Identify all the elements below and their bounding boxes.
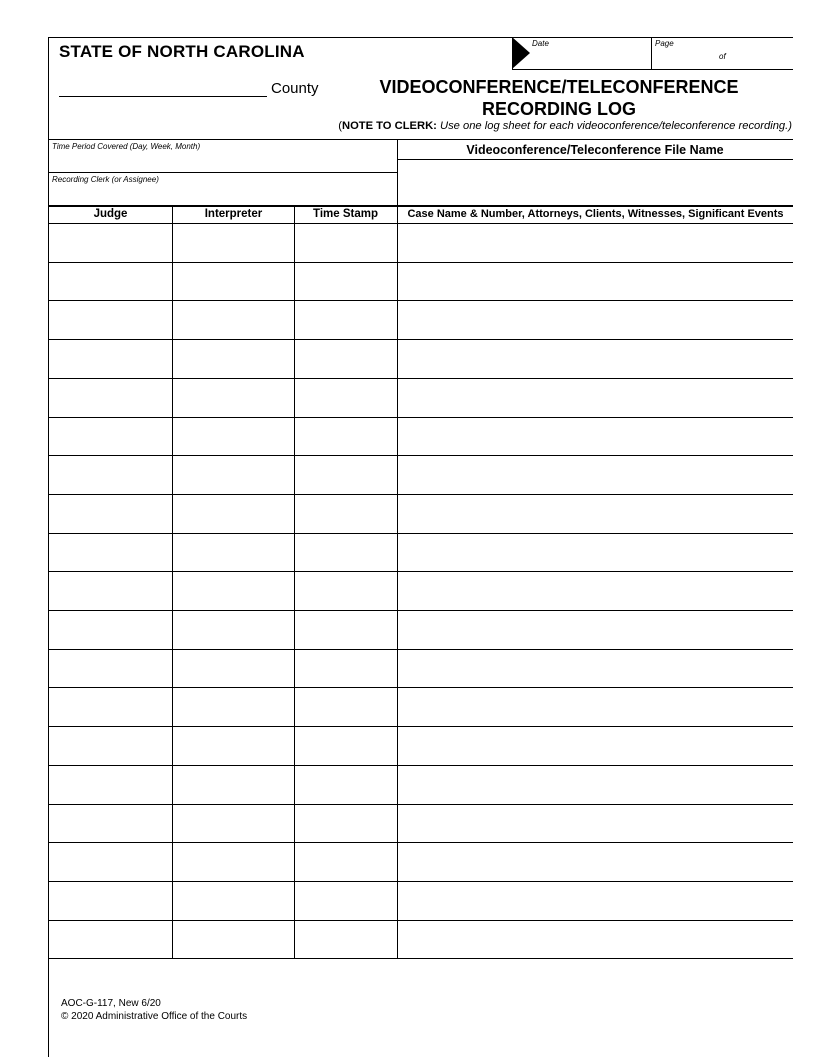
- cell-judge[interactable]: [49, 921, 171, 959]
- cell-time-stamp[interactable]: [295, 534, 396, 572]
- cell-time-stamp[interactable]: [295, 611, 396, 649]
- cell-case-details[interactable]: [398, 263, 792, 301]
- date-box-left: [512, 37, 513, 70]
- column-divider: [397, 205, 398, 959]
- time-period-field[interactable]: [52, 152, 394, 172]
- cell-case-details[interactable]: [398, 224, 792, 262]
- clerk-note-text: Use one log sheet for each videoconference/teleconference recording.): [436, 120, 792, 132]
- cell-interpreter[interactable]: [173, 611, 293, 649]
- of-label: of: [719, 52, 726, 61]
- cell-case-details[interactable]: [398, 611, 792, 649]
- cell-time-stamp[interactable]: [295, 340, 396, 378]
- cell-judge[interactable]: [49, 224, 171, 262]
- cell-time-stamp[interactable]: [295, 572, 396, 610]
- cell-case-details[interactable]: [398, 843, 792, 881]
- date-field[interactable]: [532, 48, 648, 68]
- cell-interpreter[interactable]: [173, 688, 293, 726]
- cell-interpreter[interactable]: [173, 263, 293, 301]
- cell-time-stamp[interactable]: [295, 301, 396, 339]
- cell-judge[interactable]: [49, 805, 171, 843]
- cell-interpreter[interactable]: [173, 805, 293, 843]
- cell-interpreter[interactable]: [173, 882, 293, 920]
- cell-time-stamp[interactable]: [295, 224, 396, 262]
- cell-time-stamp[interactable]: [295, 495, 396, 533]
- cell-interpreter[interactable]: [173, 456, 293, 494]
- page-label: Page: [655, 39, 674, 48]
- cell-case-details[interactable]: [398, 495, 792, 533]
- date-label: Date: [532, 39, 549, 48]
- copyright: © 2020 Administrative Office of the Courts: [61, 1011, 248, 1022]
- cell-case-details[interactable]: [398, 572, 792, 610]
- cell-case-details[interactable]: [398, 727, 792, 765]
- cell-interpreter[interactable]: [173, 843, 293, 881]
- table-top-line: [48, 205, 793, 207]
- cell-interpreter[interactable]: [173, 766, 293, 804]
- cell-case-details[interactable]: [398, 921, 792, 959]
- cell-judge[interactable]: [49, 301, 171, 339]
- recording-clerk-field[interactable]: [52, 185, 394, 205]
- cell-time-stamp[interactable]: [295, 921, 396, 959]
- cell-case-details[interactable]: [398, 688, 792, 726]
- cell-interpreter[interactable]: [173, 379, 293, 417]
- cell-case-details[interactable]: [398, 456, 792, 494]
- cell-judge[interactable]: [49, 766, 171, 804]
- file-name-field[interactable]: [400, 162, 790, 202]
- state-title: STATE OF NORTH CAROLINA: [59, 42, 305, 61]
- county-field[interactable]: [59, 96, 267, 97]
- time-period-label: Time Period Covered (Day, Week, Month): [52, 142, 201, 151]
- clerk-note-label: NOTE TO CLERK:: [341, 120, 437, 132]
- cell-interpreter[interactable]: [173, 301, 293, 339]
- file-name-heading-underline: [397, 159, 793, 160]
- arrow-pointer-icon: [512, 37, 530, 69]
- cell-time-stamp[interactable]: [295, 727, 396, 765]
- cell-interpreter[interactable]: [173, 921, 293, 959]
- form-number: AOC-G-117, New 6/20: [61, 998, 161, 1009]
- cell-judge[interactable]: [49, 611, 171, 649]
- cell-judge[interactable]: [49, 534, 171, 572]
- row-divider: [48, 958, 793, 959]
- cell-interpreter[interactable]: [173, 650, 293, 688]
- recording-clerk-label: Recording Clerk (or Assignee): [52, 175, 159, 184]
- cell-judge[interactable]: [49, 379, 171, 417]
- cell-interpreter[interactable]: [173, 418, 293, 456]
- cell-case-details[interactable]: [398, 766, 792, 804]
- section-top-line: [48, 139, 793, 140]
- top-border: [48, 37, 793, 38]
- cell-time-stamp[interactable]: [295, 379, 396, 417]
- cell-time-stamp[interactable]: [295, 882, 396, 920]
- form-title-line1: VIDEOCONFERENCE/TELECONFERENCE: [379, 77, 739, 97]
- column-divider: [172, 205, 173, 959]
- cell-judge[interactable]: [49, 727, 171, 765]
- cell-judge[interactable]: [49, 572, 171, 610]
- cell-judge[interactable]: [49, 263, 171, 301]
- column-header-judge: Judge: [93, 208, 128, 220]
- cell-case-details[interactable]: [398, 650, 792, 688]
- cell-case-details[interactable]: [398, 340, 792, 378]
- cell-time-stamp[interactable]: [295, 688, 396, 726]
- cell-interpreter[interactable]: [173, 534, 293, 572]
- cell-time-stamp[interactable]: [295, 418, 396, 456]
- clerk-note: (NOTE TO CLERK: Use one log sheet for each videoconference/teleconference recording.): [338, 120, 792, 132]
- column-header-case-details: Case Name & Number, Attorneys, Clients, Witnesses, Significant Events: [407, 208, 784, 220]
- cell-case-details[interactable]: [398, 301, 792, 339]
- cell-interpreter[interactable]: [173, 727, 293, 765]
- cell-judge[interactable]: [49, 418, 171, 456]
- cell-time-stamp[interactable]: [295, 843, 396, 881]
- column-header-time-stamp: Time Stamp: [313, 208, 378, 220]
- cell-case-details[interactable]: [398, 805, 792, 843]
- cell-judge[interactable]: [49, 688, 171, 726]
- form-title-line2: RECORDING LOG: [481, 99, 636, 119]
- column-header-interpreter: Interpreter: [204, 208, 263, 220]
- cell-judge[interactable]: [49, 882, 171, 920]
- cell-judge[interactable]: [49, 843, 171, 881]
- cell-case-details[interactable]: [398, 882, 792, 920]
- cell-judge[interactable]: [49, 495, 171, 533]
- cell-time-stamp[interactable]: [295, 650, 396, 688]
- column-divider: [294, 205, 295, 959]
- cell-interpreter[interactable]: [173, 495, 293, 533]
- cell-interpreter[interactable]: [173, 340, 293, 378]
- file-name-heading: Videoconference/Teleconference File Name: [466, 143, 724, 157]
- cell-interpreter[interactable]: [173, 224, 293, 262]
- date-box-bottom: [512, 69, 793, 70]
- cell-time-stamp[interactable]: [295, 766, 396, 804]
- cell-time-stamp[interactable]: [295, 456, 396, 494]
- county-label: County: [271, 80, 319, 97]
- page-total-field[interactable]: [732, 50, 790, 68]
- cell-case-details[interactable]: [398, 418, 792, 456]
- cell-time-stamp[interactable]: [295, 805, 396, 843]
- date-page-divider: [651, 37, 652, 70]
- page-number-field[interactable]: [655, 50, 715, 68]
- cell-judge[interactable]: [49, 650, 171, 688]
- cell-time-stamp[interactable]: [295, 263, 396, 301]
- cell-case-details[interactable]: [398, 379, 792, 417]
- cell-interpreter[interactable]: [173, 572, 293, 610]
- cell-case-details[interactable]: [398, 534, 792, 572]
- cell-judge[interactable]: [49, 456, 171, 494]
- time-period-bottom: [48, 172, 397, 173]
- cell-judge[interactable]: [49, 340, 171, 378]
